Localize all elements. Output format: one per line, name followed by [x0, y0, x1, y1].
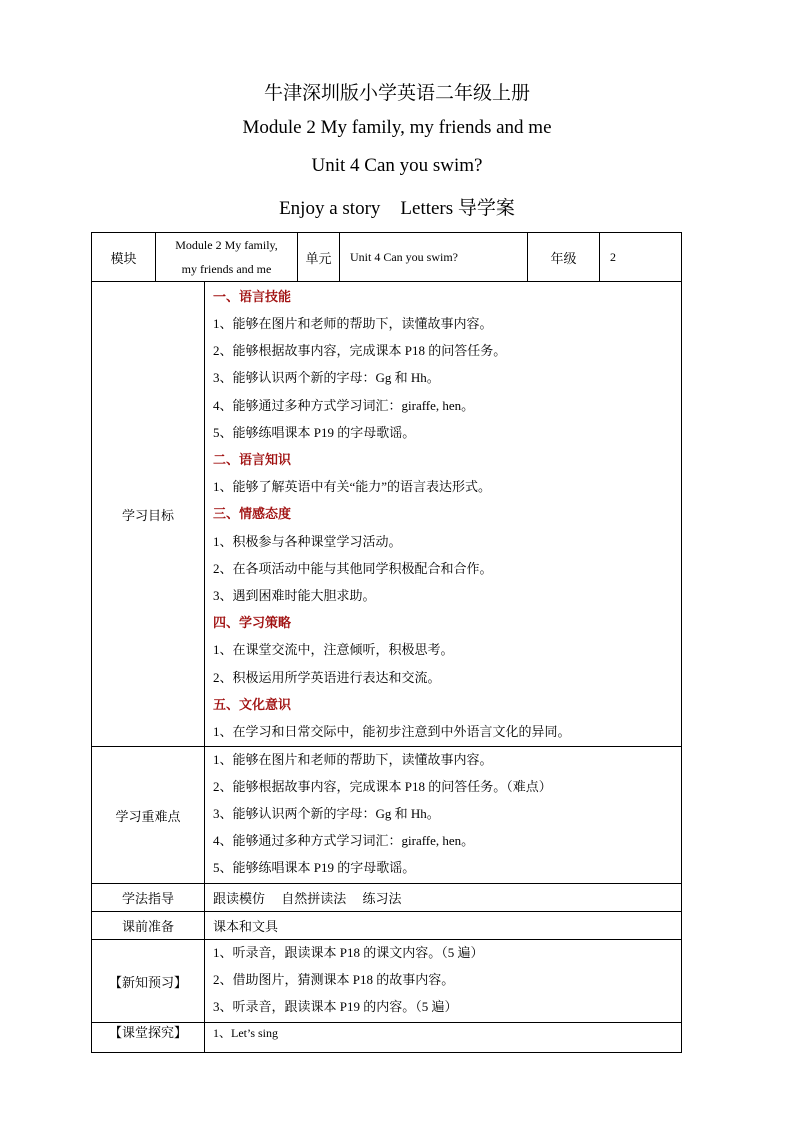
unit-value: Unit 4 Can you swim? [340, 233, 528, 282]
goals-heading-attitude: 三、情感态度 [213, 506, 292, 522]
goals-heading-skills: 一、语言技能 [213, 288, 292, 304]
goals-line: 2、在各项活动中能与其他同学积极配合和合作。 [213, 560, 493, 576]
goals-content [205, 282, 682, 747]
preview-label: 【新知预习】 [92, 940, 205, 1023]
goals-line: 2、能够根据故事内容，完成课本 P18 的问答任务。 [213, 343, 507, 359]
goals-heading-knowledge: 二、语言知识 [213, 452, 292, 468]
goals-line: 1、积极参与各种课堂学习活动。 [213, 533, 402, 549]
key-points-line: 5、能够练唱课本 P19 的字母歌谣。 [213, 860, 416, 875]
prep-row [92, 912, 682, 940]
method-value: 跟读模仿 自然拼读法 练习法 [205, 884, 682, 912]
prep-value: 课本和文具 [205, 912, 682, 940]
goals-line: 3、能够认识两个新的字母：Gg 和 Hh。 [213, 370, 440, 386]
doc-title-module: Module 2 My family, my friends and me [242, 117, 552, 138]
doc-title-unit: Unit 4 Can you swim? [311, 155, 483, 176]
key-points-line: 4、能够通过多种方式学习词汇：giraffe, hen。 [213, 833, 475, 848]
goals-line: 4、能够通过多种方式学习词汇：giraffe, hen。 [213, 397, 475, 413]
module-value-line1: Module 2 My family, [175, 238, 278, 252]
goals-heading-culture: 五、文化意识 [213, 696, 292, 712]
prep-label: 课前准备 [92, 912, 205, 940]
preview-row [92, 940, 682, 1023]
preview-content [205, 940, 682, 1023]
goals-line: 1、能够在图片和老师的帮助下，读懂故事内容。 [213, 316, 493, 332]
key-points-line: 3、能够认识两个新的字母：Gg 和 Hh。 [213, 806, 440, 821]
preview-line: 2、借助图片，猜测课本 P18 的故事内容。 [213, 972, 455, 987]
doc-title-cn: 牛津深圳版小学英语二年级上册 [263, 83, 530, 104]
goals-line: 1、在课堂交流中，注意倾听，积极思考。 [213, 642, 454, 658]
lesson-story-title: Enjoy a story [279, 198, 381, 219]
goals-line: 1、在学习和日常交际中，能初步注意到中外语言文化的异同。 [213, 723, 571, 739]
explore-label: 【课堂探究】 [92, 1023, 205, 1053]
goals-row [92, 282, 682, 747]
module-value-line2: my friends and me [181, 262, 272, 276]
method-label: 学法指导 [92, 884, 205, 912]
goals-label: 学习目标 [92, 282, 205, 747]
key-points-label: 学习重难点 [92, 747, 205, 884]
key-points-row [92, 747, 682, 884]
goals-line: 1、能够了解英语中有关“能力”的语言表达形式。 [213, 479, 492, 495]
key-points-line: 2、能够根据故事内容，完成课本 P18 的问答任务。（难点） [213, 779, 552, 794]
goals-line: 2、积极运用所学英语进行表达和交流。 [213, 669, 441, 685]
grade-label: 年级 [528, 233, 600, 282]
explore-value: 1、Let’s sing [205, 1023, 682, 1053]
method-row [92, 884, 682, 912]
key-points-line: 1、能够在图片和老师的帮助下，读懂故事内容。 [213, 752, 493, 767]
grade-value: 2 [600, 233, 682, 282]
doc-title-lesson [0, 193, 794, 220]
unit-label: 单元 [298, 233, 340, 282]
module-value [156, 233, 298, 282]
lesson-letters-title: Letters 导学案 [400, 198, 515, 219]
key-points-content [205, 747, 682, 884]
goals-line: 5、能够练唱课本 P19 的字母歌谣。 [213, 424, 416, 440]
explore-row [92, 1023, 682, 1053]
goals-line: 3、遇到困难时能大胆求助。 [213, 587, 376, 603]
module-label: 模块 [92, 233, 156, 282]
preview-line: 1、听录音，跟读课本 P18 的课文内容。（5 遍） [213, 945, 484, 960]
lesson-plan-table [91, 232, 682, 1053]
preview-line: 3、听录音，跟读课本 P19 的内容。（5 遍） [213, 999, 458, 1014]
goals-heading-strategy: 四、学习策略 [213, 615, 292, 631]
header-row [92, 233, 682, 282]
